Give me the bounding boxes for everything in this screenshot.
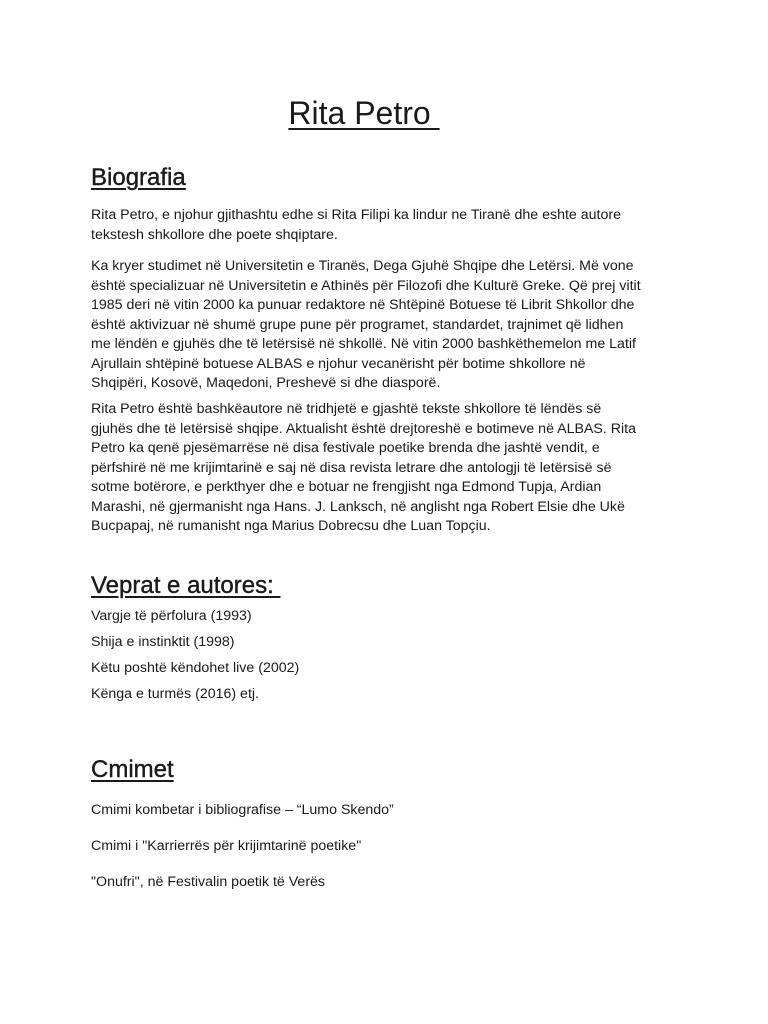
awards-list-item: Cmimi i "Karrierrës për krijimtarinë poetike" [91,838,362,854]
works-heading: Veprat e autores: [91,572,281,599]
awards-list-item: Cmimi kombetar i bibliografise – “Lumo Skendo” [91,802,394,818]
biography-paragraph-3: Rita Petro është bashkëautore në tridhjetë e gjashtë tekste shkollore të lëndës së gjuhës dhe të letërsisë shqipe. Aktualisht është drejtoreshë e botimeve në ALBAS. Rita Petro ka qenë pjesëmarrëse në disa festivale poetike brenda dhe jashtë vendit, e përfshirë në me krijimtarinë e saj në disa revista letrare dhe antologji të letërsisë së sotme botërore, e perkthyer dhe e botuar ne frengjisht nga Edmond Tupja, Ardian Marashi, në gjermanisht nga Hans. J. Lanksch, në anglisht nga Robert Elsie dhe Ukë Bucpapaj, në rumanisht nga Marius Dobrecsu dhe Luan Topçiu. [91,401,636,534]
works-list-item: Këtu poshtë këndohet live (2002) [91,660,300,676]
works-list-item: Shija e instinktit (1998) [91,634,235,650]
awards-list-item: "Onufri", në Festivalin poetik të Verës [91,874,326,890]
works-list [91,606,299,710]
page-title: Rita Petro [288,95,440,131]
awards-list [91,800,394,908]
works-list-item: Kënga e turmës (2016) etj. [91,686,259,702]
awards-heading: Cmimet [91,756,174,783]
biography-heading: Biografia [91,164,186,191]
biography-paragraph-1: Rita Petro, e njohur gjithashtu edhe si Rita Filipi ka lindur ne Tiranë dhe eshte autore tekstesh shkollore dhe poete shqiptare. [91,207,621,243]
biography-paragraph-2: Ka kryer studimet në Universitetin e Tiranës, Dega Gjuhë Shqipe dhe Letërsi. Më vone është specializuar në Universitetin e Athinës për Filozofi dhe Kulturë Greke. Që prej vitit 1985 deri në vitin 2000 ka punuar redaktore në Shtëpinë Botuese të Librit Shkollor dhe është aktivizuar në shumë grupe pune për programet, standardet, trajnimet që lidhen me lëndën e gjuhës dhe të letërsisë në shkollë. Në vitin 2000 bashkëthemelon me Latif Ajrullain shtëpinë botuese ALBAS e njohur vecanërisht për botime shkollore në Shqipëri, Kosovë, Maqedoni, Preshevë si dhe diasporë. [91,258,641,391]
works-list-item: Vargje të përfolura (1993) [91,608,252,624]
